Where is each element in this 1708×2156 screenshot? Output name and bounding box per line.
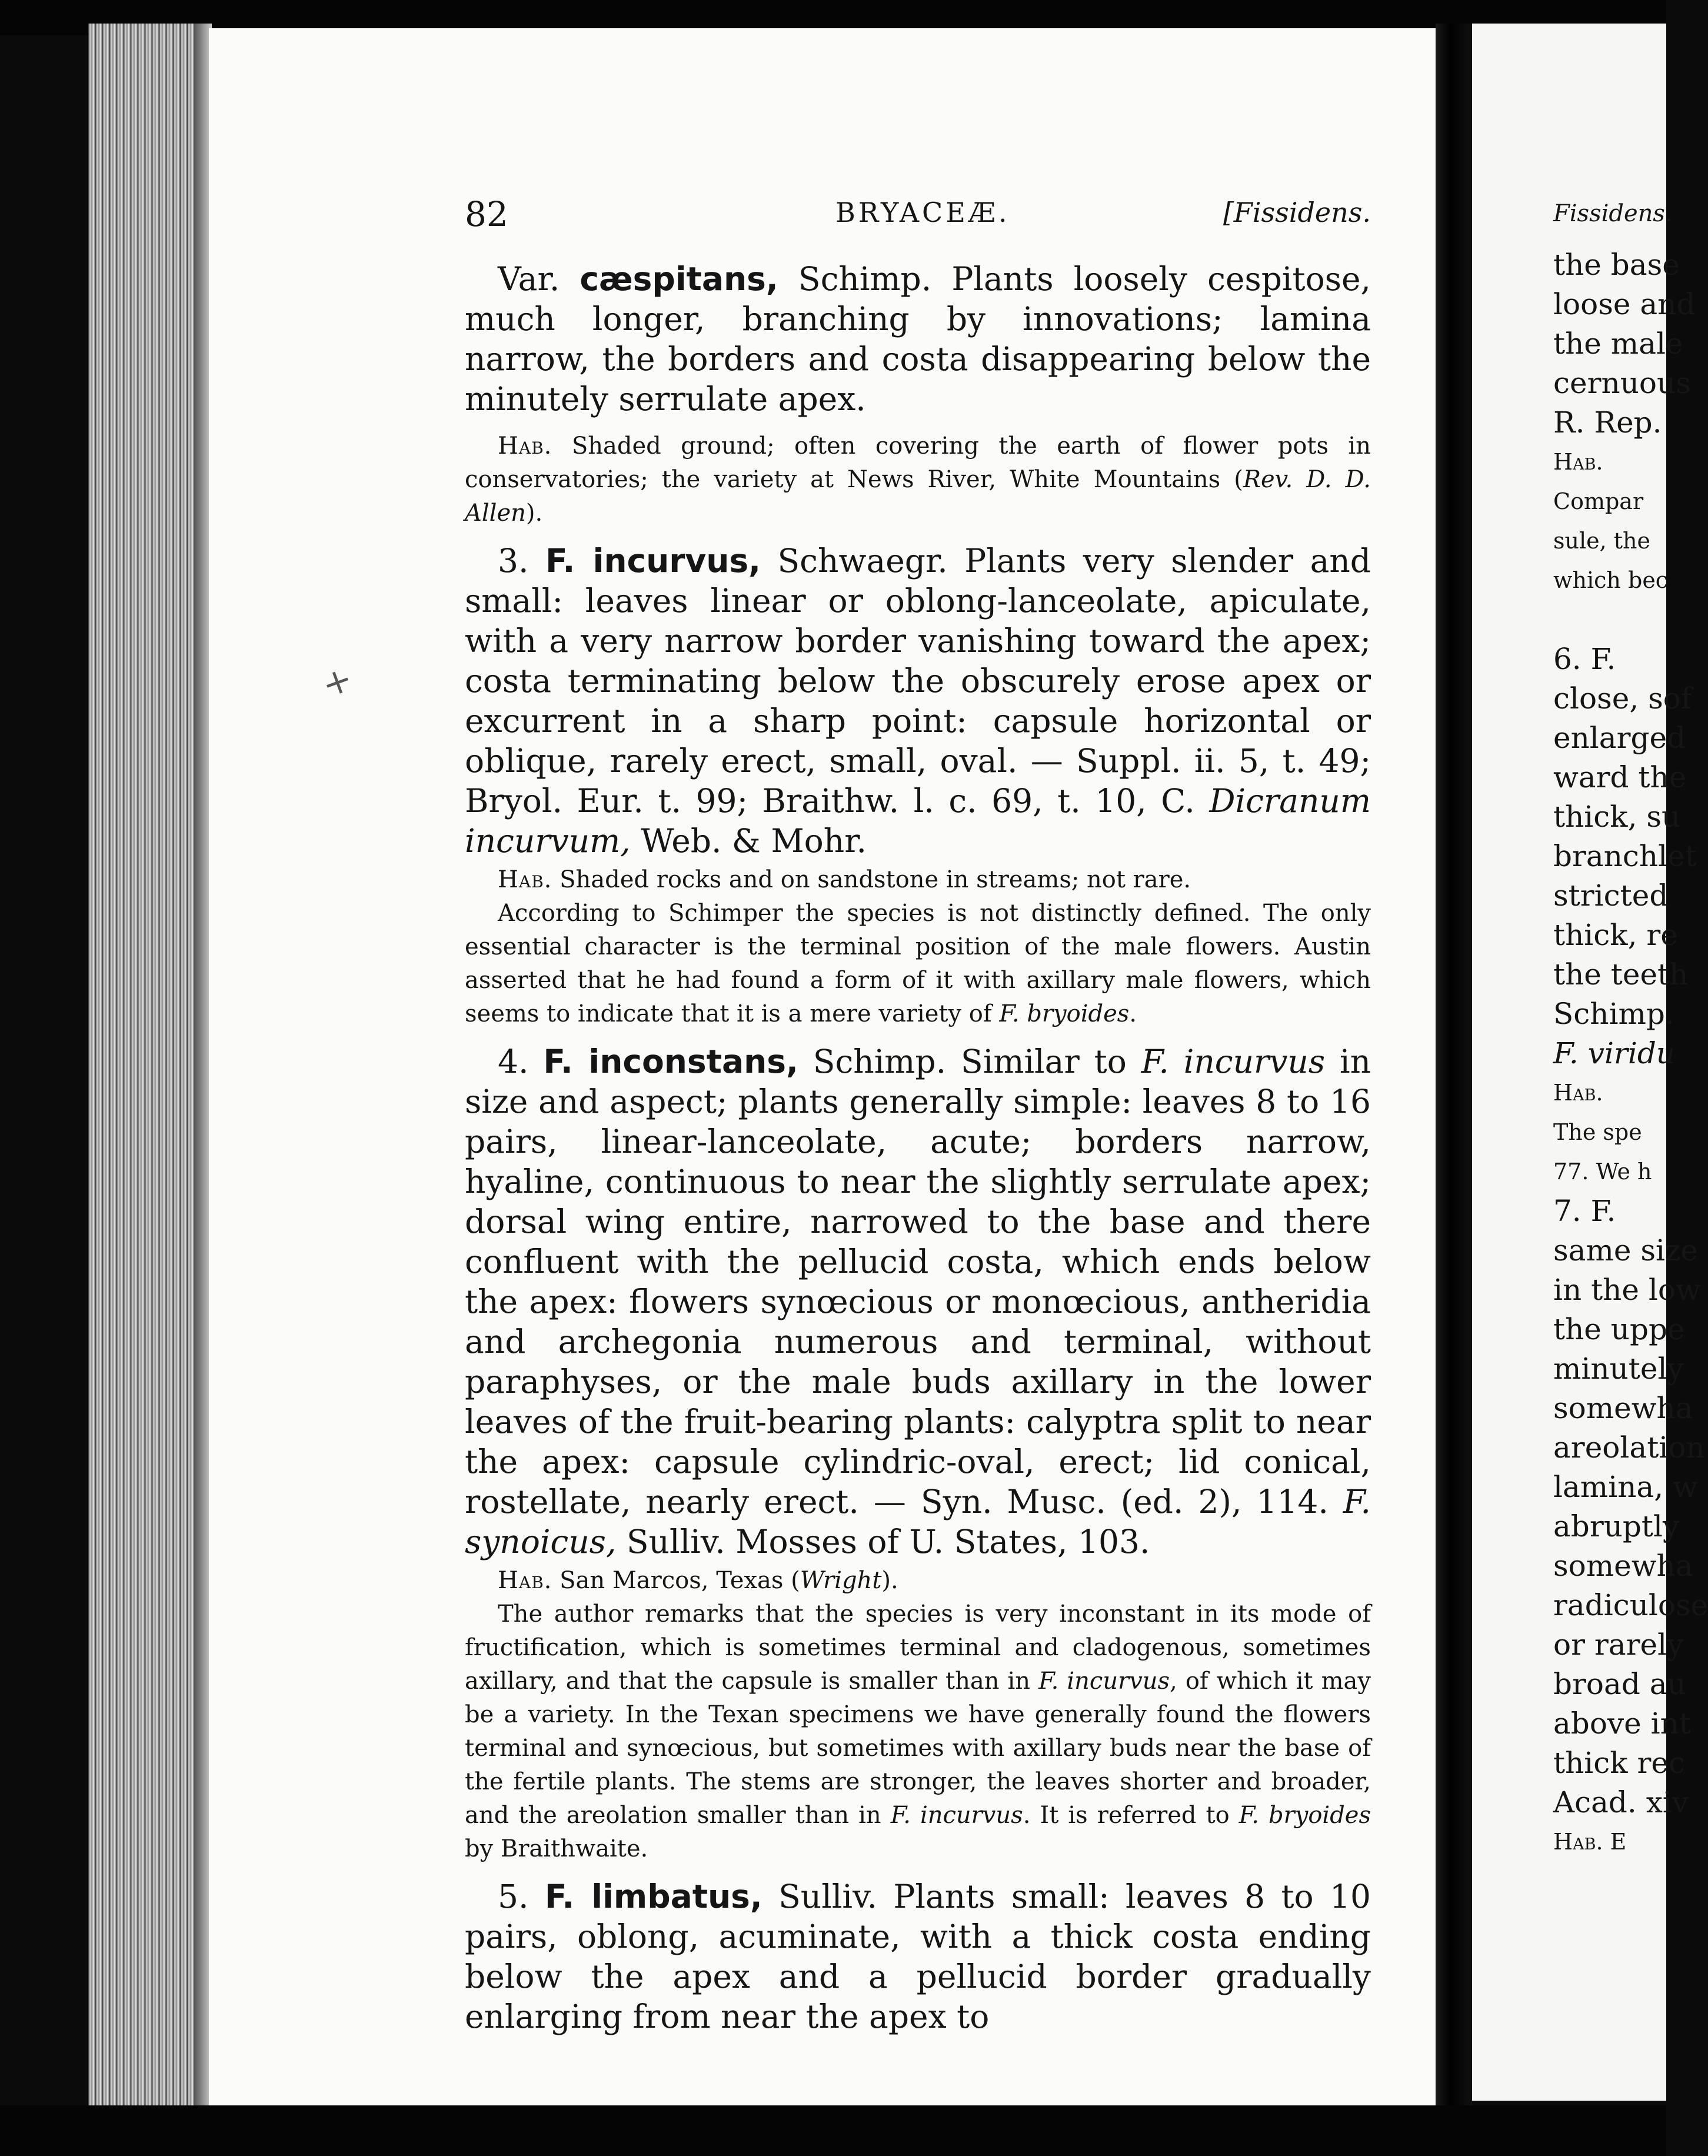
right-page-line: the uppe — [1553, 1312, 1685, 1346]
right-page-line: which bec — [1553, 567, 1669, 593]
right-page-line: somewha — [1553, 1391, 1693, 1425]
page-body — [465, 259, 1371, 2037]
right-page-line: areolation — [1553, 1430, 1705, 1465]
right-page-text — [1553, 194, 1708, 1862]
right-page-line: stricted — [1553, 879, 1669, 913]
species-3: 3. F. incurvus, Schwaegr. Plants very slender and small: leaves linear or oblong-lanceolate, apiculate, with a very narrow border vanishing toward the apex; costa terminating below the obscurely erose apex or excurrent in a sharp point: capsule horizontal or oblique, rarely erect, small, oval. — Suppl. ii. 5, t. 49; Bryol. Eur. t. 99; Braithw. l. c. 69, t. 10, C. Dicranum incurvum, Web. & Mohr. — [465, 542, 1371, 860]
margin-mark: + — [316, 657, 358, 707]
right-page-line: R. Rep. — [1553, 405, 1662, 440]
right-page-line: Compar — [1553, 488, 1644, 514]
right-page-lines — [1553, 245, 1708, 1862]
right-page-line: close, sof — [1553, 681, 1692, 716]
right-page-line: 6. F. — [1553, 642, 1616, 676]
right-page-line: lamina, w — [1553, 1470, 1698, 1504]
species-4: 4. F. inconstans, Schimp. Similar to F. incurvus in size and aspect; plants generally simple: leaves 8 to 16 pairs, linear-lanceolate, acute; borders narrow, hyaline, continuous to near the slightly serrulate apex; dorsal wing entire, narrowed to the base and there confluent with the pellucid costa, which ends below the apex: flowers synœcious or monœcious, antheridia and archegonia numerous and terminal, without paraphyses, or the male buds axillary in the lower leaves of the fruit-bearing plants: calyptra split to near the apex: capsule cylindric-oval, erect; lid conical, rostellate, nearly erect. — Syn. Musc. (ed. 2), 114. F. synoicus, Sulliv. Mosses of U. States, 103. — [465, 1043, 1371, 1561]
section-label: [Fissidens. — [1223, 197, 1371, 228]
right-page-line: minutely — [1553, 1352, 1684, 1386]
habitat-note: Hab. Shaded rocks and on sandstone in streams; not rare. — [498, 866, 1191, 893]
right-page-line: broad au — [1553, 1667, 1686, 1701]
right-page-line: sule, the — [1553, 528, 1651, 554]
right-page-line: the base — [1553, 248, 1680, 282]
variety-caespitans: Var. cæspitans, Schimp. Plants loosely cespitose, much longer, branching by innovations; lamina narrow, the borders and costa disappearing below the minutely serrulate apex. — [465, 260, 1371, 418]
right-page-line: thick, re — [1553, 918, 1678, 952]
hab-label: Hab. — [498, 866, 552, 893]
habitat-note: Hab. Shaded ground; often covering the earth of flower pots in conservatories; the variety at News River, White Mountains (Rev. D. D. Allen). — [465, 432, 1371, 527]
taxon-name: cæspitans, — [580, 260, 778, 298]
species-3-note: According to Schimper the species is not distinctly defined. The only essential character is the terminal position of the male flowers. Austin asserted that he had found a form of it with axillary male flowers, which seems to indicate that it is a mere variety of F. bryoides. — [465, 900, 1371, 1027]
hab-label: Hab. — [498, 1567, 552, 1594]
right-page-line: 7. F. — [1553, 1194, 1616, 1228]
right-page-line: ward the — [1553, 760, 1687, 794]
right-page-line: thick rec — [1553, 1746, 1685, 1780]
right-page-line: abruptly — [1553, 1509, 1680, 1543]
right-page-line: cernuous — [1553, 366, 1691, 400]
species-4-note: The author remarks that the species is very inconstant in its mode of fructification, which is sometimes terminal and cladogenous, sometimes axillary, and that the capsule is smaller than in F. incurvus, of which it may be a variety. In the Texan specimens we have generally found the flowers terminal and synœcious, but sometimes with axillary buds near the base of the fertile plants. The stems are stronger, the leaves shorter and broader, and the areolation smaller than in F. incurvus. It is referred to F. bryoides by Braithwaite. — [465, 1601, 1371, 1862]
right-page-line: enlarged — [1553, 721, 1686, 755]
right-page-line: loose and — [1553, 287, 1696, 321]
right-page-line: above int — [1553, 1706, 1691, 1741]
right-page-line: radiculose — [1553, 1588, 1708, 1622]
right-page-line: Schimp. — [1553, 997, 1674, 1031]
right-page-line: the teeth — [1553, 957, 1689, 992]
hab-label: Hab. — [498, 432, 552, 460]
right-page-line: in the low — [1553, 1273, 1701, 1307]
right-page-line: or rarely — [1553, 1628, 1684, 1662]
running-title: BRYACEÆ. — [835, 197, 1010, 228]
right-page-line: F. viridu — [1553, 1036, 1676, 1070]
right-page-line: Hab. — [1553, 1080, 1603, 1106]
taxon-name: F. limbatus, — [544, 1878, 763, 1915]
right-header: Fissidens. — [1553, 200, 1673, 227]
species-5: 5. F. limbatus, Sulliv. Plants small: leaves 8 to 10 pairs, oblong, acuminate, with a thick costa ending below the apex and a pellucid border gradually enlarging from near the apex to — [465, 1878, 1371, 2035]
right-page-line: The spe — [1553, 1119, 1642, 1145]
right-page-line: Hab. E — [1553, 1829, 1627, 1855]
right-page-line: branchlet — [1553, 839, 1697, 873]
right-page-line: 77. We h — [1553, 1159, 1652, 1185]
scan-bottom-border — [0, 2105, 1666, 2156]
right-page-line: same size — [1553, 1233, 1698, 1267]
right-page-line: somewha — [1553, 1549, 1693, 1583]
taxon-name: F. inconstans, — [543, 1043, 798, 1080]
right-page-line: Acad. xiv — [1553, 1785, 1689, 1819]
right-page-line: thick, su — [1553, 800, 1681, 834]
page-header — [465, 194, 1371, 247]
book-page-edges — [88, 24, 206, 2107]
right-page-line — [1553, 600, 1671, 640]
right-page-line: Hab. — [1553, 449, 1603, 475]
habitat-note: Hab. San Marcos, Texas (Wright). — [498, 1567, 898, 1594]
book-spine — [1436, 24, 1472, 2156]
right-page-line: the male — [1553, 327, 1683, 361]
taxon-name: F. incurvus, — [545, 542, 761, 580]
page-number: 82 — [465, 194, 508, 234]
